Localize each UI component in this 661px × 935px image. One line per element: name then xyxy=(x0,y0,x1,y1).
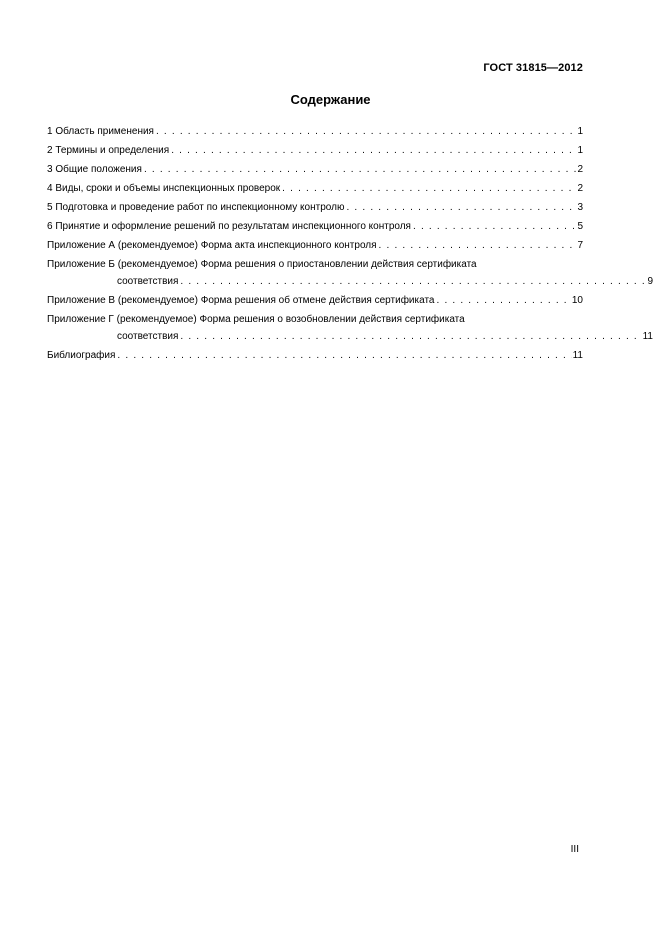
document-code: ГОСТ 31815—2012 xyxy=(483,62,583,74)
table-of-contents xyxy=(47,122,653,365)
dot-leader xyxy=(144,160,577,179)
toc-entry[interactable] xyxy=(47,346,583,365)
dot-leader xyxy=(180,327,641,346)
toc-entry[interactable] xyxy=(47,160,583,179)
dot-leader xyxy=(180,272,646,291)
toc-entry-label: 4 Виды, сроки и объемы инспекционных проверок xyxy=(47,183,281,194)
toc-entry-page: 1 xyxy=(577,145,583,156)
toc-entry-label: Приложение А (рекомендуемое) Форма акта инспекционного контроля xyxy=(47,240,377,251)
toc-entry[interactable] xyxy=(47,291,583,310)
toc-entry-page: 11 xyxy=(572,350,583,361)
toc-entry[interactable] xyxy=(47,141,583,160)
toc-entry-label: Приложение Г (рекомендуемое) Форма решения о возобновлении действия сертификата xyxy=(47,314,465,325)
toc-entry-label: Приложение В (рекомендуемое) Форма решения об отмене действия сертификата xyxy=(47,295,435,306)
toc-entry-label-continued: соответствия xyxy=(117,276,179,287)
toc-entry-page: 7 xyxy=(577,240,583,251)
toc-entry-label: 6 Принятие и оформление решений по результатам инспекционного контроля xyxy=(47,221,411,232)
toc-entry[interactable] xyxy=(47,179,583,198)
toc-entry-label: 3 Общие положения xyxy=(47,164,142,175)
dot-leader xyxy=(171,141,576,160)
toc-entry-page: 2 xyxy=(577,164,583,175)
dot-leader xyxy=(282,179,576,198)
toc-entry-page: 5 xyxy=(577,221,583,232)
toc-entry[interactable] xyxy=(47,236,583,255)
toc-entry[interactable] xyxy=(47,310,653,346)
dot-leader xyxy=(156,122,576,141)
dot-leader xyxy=(117,346,571,365)
dot-leader xyxy=(436,291,570,310)
dot-leader xyxy=(413,217,576,236)
toc-entry-label: Библиография xyxy=(47,350,116,361)
toc-entry[interactable] xyxy=(47,198,583,217)
toc-entry-label-continued: соответствия xyxy=(117,331,179,342)
toc-entry-label: Приложение Б (рекомендуемое) Форма решения о приостановлении действия сертификата xyxy=(47,259,477,270)
toc-entry[interactable] xyxy=(47,122,583,141)
toc-entry-label: 5 Подготовка и проведение работ по инспекционному контролю xyxy=(47,202,345,213)
toc-entry[interactable] xyxy=(47,255,653,291)
toc-entry-page: 2 xyxy=(577,183,583,194)
toc-entry-page: 3 xyxy=(577,202,583,213)
dot-leader xyxy=(379,236,577,255)
dot-leader xyxy=(346,198,576,217)
toc-entry-page: 1 xyxy=(577,126,583,137)
toc-entry-page: 10 xyxy=(571,295,583,306)
toc-title: Содержание xyxy=(290,92,371,107)
toc-entry-label: 1 Область применения xyxy=(47,126,154,137)
toc-entry[interactable] xyxy=(47,217,583,236)
page-number: III xyxy=(570,844,579,855)
toc-entry-page: 11 xyxy=(642,331,653,342)
toc-entry-label: 2 Термины и определения xyxy=(47,145,170,156)
toc-entry-page: 9 xyxy=(647,276,653,287)
